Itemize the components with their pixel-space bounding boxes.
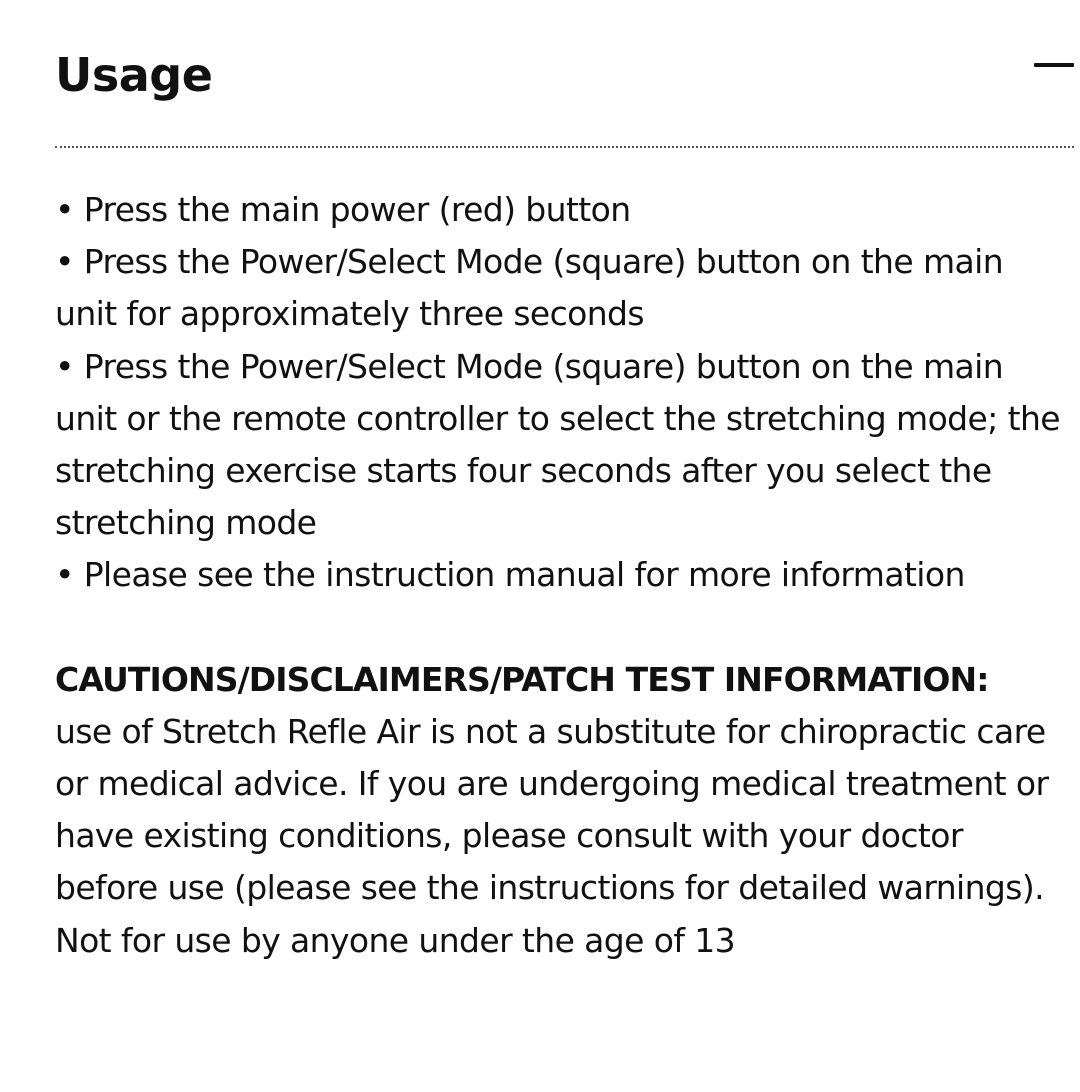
cautions-heading: CAUTIONS/DISCLAIMERS/PATCH TEST INFORMATION:	[55, 659, 989, 699]
section-title: Usage	[55, 48, 213, 102]
usage-list	[55, 184, 1066, 602]
collapse-toggle-button[interactable]	[1032, 54, 1074, 78]
cautions-block	[55, 654, 1066, 967]
usage-item: • Press the Power/Select Mode (square) button on the main unit for approximately three seconds	[55, 242, 1004, 334]
dotted-divider	[55, 146, 1074, 148]
usage-item: • Press the main power (red) button	[55, 190, 631, 229]
cautions-body: use of Stretch Refle Air is not a substitute for chiropractic care or medical advice. If you are undergoing medical treatment or have existing conditions, please consult with your doctor before use (please see the instructions for detailed warnings). Not for use by anyone under the age of 13	[55, 711, 1049, 960]
usage-item: • Press the Power/Select Mode (square) button on the main unit or the remote controller to select the stretching mode; the stretching exercise starts four seconds after you select the stretching mode	[55, 346, 1060, 543]
usage-item: • Please see the instruction manual for more information	[55, 555, 965, 595]
usage-content	[55, 184, 1066, 967]
usage-accordion-header[interactable]	[55, 40, 1074, 110]
minus-icon	[1034, 63, 1074, 67]
